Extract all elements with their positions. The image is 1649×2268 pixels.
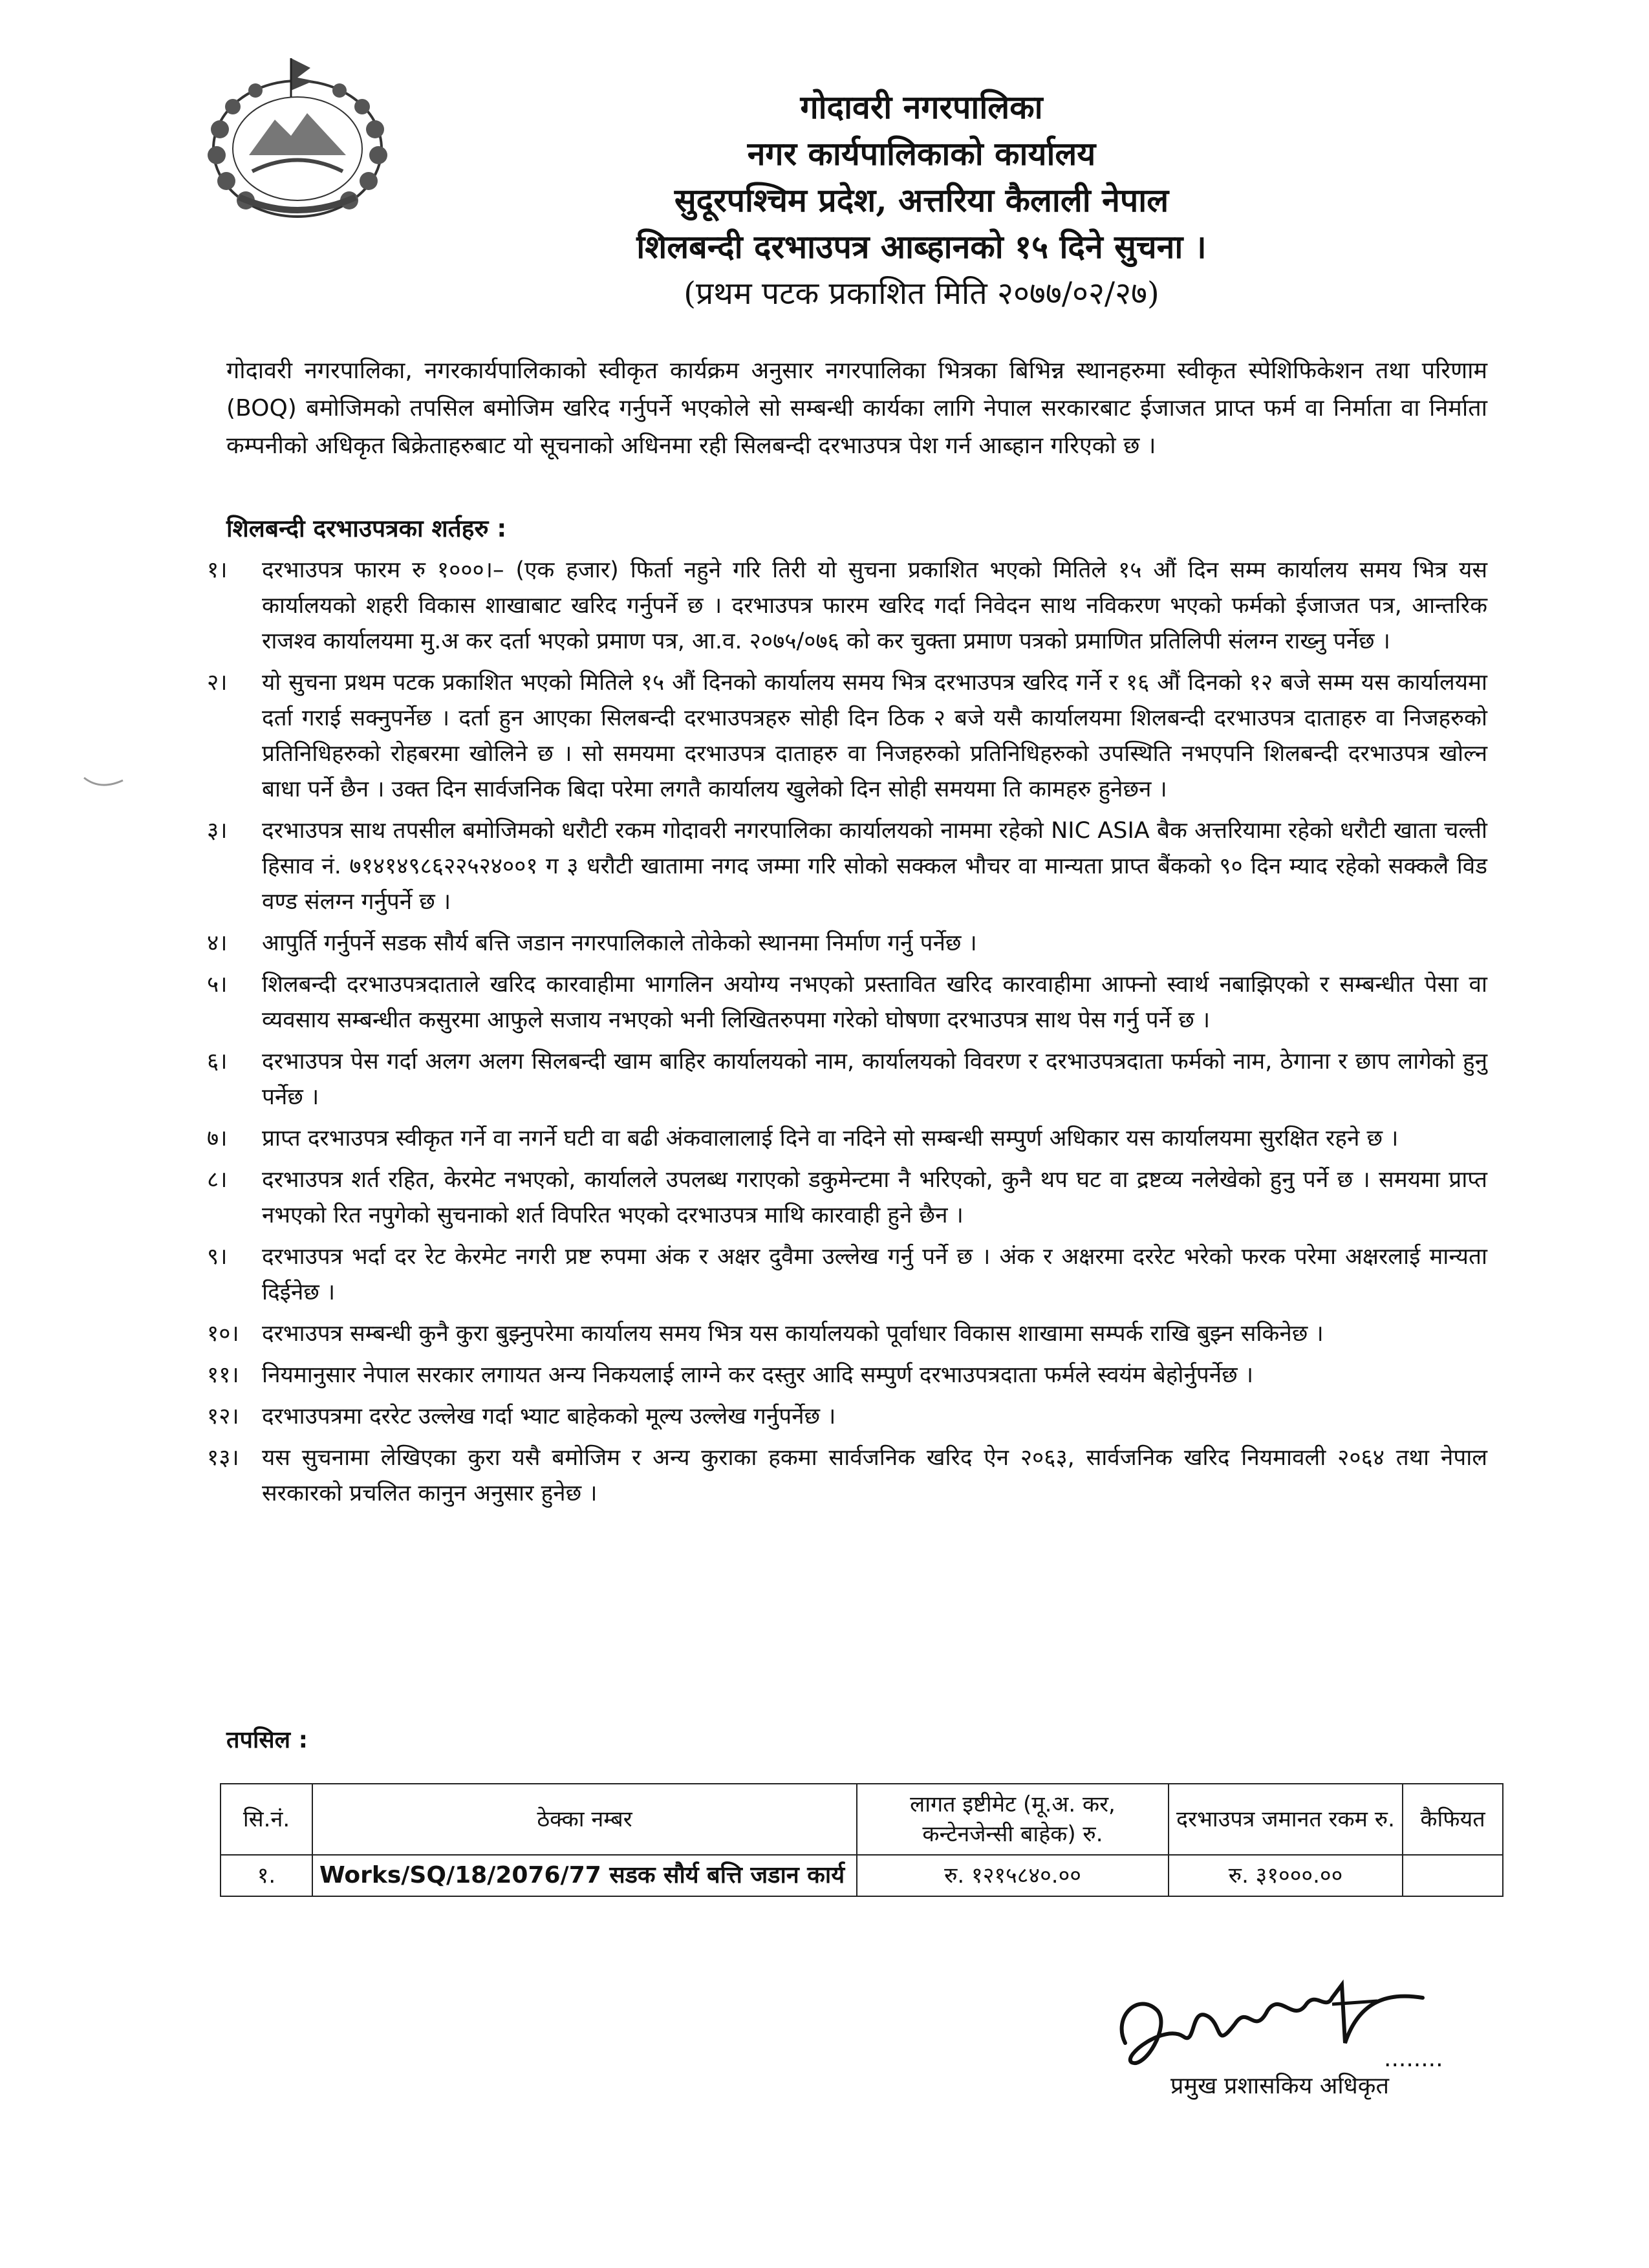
table-row: [221, 1855, 1503, 1896]
published-date: (प्रथम पटक प्रकाशित मिति २०७७/०२/२७): [684, 275, 1159, 312]
condition-item: [207, 1358, 1487, 1393]
condition-item: [207, 967, 1487, 1038]
condition-text: नियमानुसार नेपाल सरकार लगायत अन्य निकयलाई लाग्ने कर दस्तुर आदि सम्पुर्ण दरभाउपत्रदाता फर्मले स्वयंम बेहोर्नुपर्नेछ ।: [262, 1362, 1254, 1388]
municipality-name: गोदावरी नगरपालिका: [800, 88, 1043, 126]
condition-item: [207, 1044, 1487, 1115]
column-header: लागत इष्टीमेट (मू.अ. कर, कन्टेनजेन्सी बाहेक) रु.: [857, 1784, 1169, 1855]
condition-item: [207, 665, 1487, 808]
condition-item: [207, 1316, 1487, 1352]
schedule-label: तपसिल :: [226, 1727, 308, 1753]
scan-mark-icon: [81, 773, 126, 792]
notice-header: [401, 84, 1442, 317]
condition-text: प्राप्त दरभाउपत्र स्वीकृत गर्ने वा नगर्ने घटी वा बढी अंकवालालाई दिने वा नदिने सो सम्बन्धी सम्पुर्ण अधिकार यस कार्यालयमा सुरक्षित रहने छ ।: [262, 1126, 1399, 1151]
condition-item: [207, 1440, 1487, 1512]
condition-number: ३।: [207, 818, 228, 844]
serial-cell: १.: [221, 1855, 312, 1896]
condition-text: दरभाउपत्रमा दररेट उल्लेख गर्दा भ्याट बाहेकको मूल्य उल्लेख गर्नुपर्नेछ ।: [262, 1404, 836, 1429]
condition-number: ४।: [207, 930, 228, 956]
notice-title: शिलबन्दी दरभाउपत्र आब्हानको १५ दिने सुचना ।: [636, 228, 1207, 266]
condition-item: [207, 813, 1487, 920]
column-header: कैफियत: [1403, 1784, 1503, 1855]
condition-number: ६।: [207, 1049, 228, 1075]
condition-number: ७।: [207, 1126, 228, 1151]
condition-item: [207, 1399, 1487, 1435]
condition-number: ५।: [207, 972, 228, 998]
condition-number: १३।: [207, 1445, 239, 1471]
condition-text: दरभाउपत्र फारम रु १०००।– (एक हजार) फिर्ता नहुने गरि तिरी यो सुचना प्रकाशित भएको मितिले १५ औं दिन सम्म कार्यालय समय भित्र यस कार्यालयको शहरी विकास शाखाबाट खरिद गर्नुपर्ने छ । दरभाउपत्र फारम खरिद गर्दा निवेदन साथ नविकरण भएको फर्मको ईजाजत पत्र, आन्तरिक राजश्व कार्यालयमा मु.अ कर दर्ता भएको प्रमाण पत्र, आ.व. २०७५/०७६ को कर चुक्ता प्रमाण पत्रको प्रमाणित प्रतिलिपी संलग्न राख्नु पर्नेछ ।: [262, 557, 1487, 654]
conditions-list: [207, 553, 1487, 1517]
condition-number: ९।: [207, 1244, 228, 1270]
condition-text: दरभाउपत्र साथ तपसील बमोजिमको धरौटी रकम गोदावरी नगरपालिका कार्यालयको नाममा रहेको NIC ASIA बैक अत्तरियामा रहेको धरौटी खाता चल्ती हिसाव नं. ७१४१४९८६२२५२४००१ ग ३ धरौटी खातामा नगद जम्मा गरि सोको सक्कल भौचर वा मान्यता प्राप्त बैंकको ९० दिन म्याद रहेको सक्कलै विड वण्ड संलग्न गर्नुपर्ने छ ।: [262, 818, 1487, 915]
column-header: ठेक्का नम्बर: [312, 1784, 857, 1855]
condition-text: आपुर्ति गर्नुपर्ने सडक सौर्य बत्ति जडान नगरपालिकाले तोकेको स्थानमा निर्माण गर्नु पर्नेछ ।: [262, 930, 977, 956]
office-location: सुदूरपश्चिम प्रदेश, अत्तरिया कैलाली नेपाल: [674, 181, 1169, 219]
security-cell: रु. ३१०००.००: [1169, 1855, 1403, 1896]
boq-table: [220, 1783, 1503, 1897]
condition-text: शिलबन्दी दरभाउपत्रदाताले खरिद कारवाहीमा भागलिन अयोग्य नभएको प्रस्तावित खरिद कारवाहीमा आफ्नो स्वार्थ नबाझिएको र सम्बन्धीत पेसा वा व्यवसाय सम्बन्धीत कसुरमा आफुले सजाय नभएको भनी लिखितरुपमा गरेको घोषणा दरभाउपत्र साथ पेस गर्नु पर्ने छ ।: [262, 972, 1487, 1033]
remarks-cell: [1403, 1855, 1503, 1896]
contract-cell: Works/SQ/18/2076/77 सडक सौर्य बत्ति जडान कार्य: [312, 1855, 857, 1896]
condition-number: ११।: [207, 1362, 239, 1388]
condition-number: १२।: [207, 1404, 239, 1429]
condition-item: [207, 1121, 1487, 1157]
condition-text: दरभाउपत्र सम्बन्धी कुनै कुरा बुझ्नुपरेमा कार्यालय समय भित्र यस कार्यालयको पूर्वाधार विकास शाखामा सम्पर्क राखि बुझ्न सकिनेछ ।: [262, 1321, 1324, 1347]
condition-item: [207, 553, 1487, 659]
nepal-emblem-icon: [194, 52, 401, 226]
condition-number: २।: [207, 670, 228, 696]
signatory-title: प्रमुख प्रशासकिय अधिकृत: [1170, 2073, 1389, 2099]
table-header-row: [221, 1784, 1503, 1855]
condition-number: १।: [207, 557, 228, 583]
estimate-cell: रु. १२१५८४०.००: [857, 1855, 1169, 1896]
condition-text: यो सुचना प्रथम पटक प्रकाशित भएको मितिले १५ औं दिनको कार्यालय समय भित्र दरभाउपत्र खरिद गर्ने र १६ औं दिनको १२ बजे सम्म यस कार्यालयमा दर्ता गराई सक्नुपर्नेछ । दर्ता हुन आएका सिलबन्दी दरभाउपत्रहरु सोही दिन ठिक २ बजे यसै कार्यालयमा शिलबन्दी दरभाउपत्र दाताहरु वा निजहरुको प्रतिनिधिहरुको रोहबरमा खोलिने छ । सो समयमा दरभाउपत्र दाताहरु वा निजहरुको प्रतिनिधिहरुको उपस्थिति नभएपनि शिलबन्दी दरभाउपत्र खोल्न बाधा पर्ने छैन । उक्त दिन सार्वजनिक बिदा परेमा लगतै कार्यालय खुलेको दिन सोही समयमा ति कामहरु हुनेछन ।: [262, 670, 1487, 802]
signature-dots: ........: [1384, 2046, 1443, 2072]
condition-text: यस सुचनामा लेखिएका कुरा यसै बमोजिम र अन्य कुराका हकमा सार्वजनिक खरिद ऐन २०६३, सार्वजनिक खरिद नियमावली २०६४ तथा नेपाल सरकारको प्रचलित कानुन अनुसार हुनेछ ।: [262, 1445, 1488, 1506]
condition-text: दरभाउपत्र शर्त रहित, केरमेट नभएको, कार्यालले उपलब्ध गराएको डकुमेन्टमा नै भरिएको, कुनै थप घट वा द्रष्टव्य नलेखेको हुनु पर्ने छ । समयमा प्राप्त नभएको रित नपुगेको सुचनाको शर्त विपरित भएको दरभाउपत्र माथि कारवाही हुने छैन ।: [262, 1167, 1487, 1228]
condition-item: [207, 926, 1487, 961]
signatory-block: [1170, 2046, 1443, 2101]
condition-item: [207, 1239, 1487, 1311]
conditions-title: शिलबन्दी दरभाउपत्रका शर्तहरु :: [226, 515, 507, 542]
column-header: सि.नं.: [221, 1784, 312, 1855]
condition-text: दरभाउपत्र भर्दा दर रेट केरमेट नगरी प्रष्ट रुपमा अंक र अक्षर दुवैमा उल्लेख गर्नु पर्ने छ । अंक र अक्षरमा दररेट भरेको फरक परेमा अक्षरलाई मान्यता दिईनेछ ।: [262, 1244, 1487, 1305]
condition-number: १०।: [207, 1321, 239, 1347]
column-header: दरभाउपत्र जमानत रकम रु.: [1169, 1784, 1403, 1855]
condition-item: [207, 1162, 1487, 1234]
office-name: नगर कार्यपालिकाको कार्यालय: [747, 134, 1096, 173]
condition-text: दरभाउपत्र पेस गर्दा अलग अलग सिलबन्दी खाम बाहिर कार्यालयको नाम, कार्यालयको विवरण र दरभाउपत्रदाता फर्मको नाम, ठेगाना र छाप लागेको हुनु पर्नेछ ।: [262, 1049, 1487, 1110]
intro-paragraph: गोदावरी नगरपालिका, नगरकार्यपालिकाको स्वीकृत कार्यक्रम अनुसार नगरपालिका भित्रका बिभिन्न स्थानहरुमा स्वीकृत स्पेशिफिकेशन तथा परिणाम (BOQ) बमोजिमको तपसिल बमोजिम खरिद गर्नुपर्ने भएकोले सो सम्बन्धी कार्यका लागि नेपाल सरकारबाट ईजाजत प्राप्त फर्म वा निर्माता वा निर्माता कम्पनीको अधिकृत बिक्रेताहरुबाट यो सूचनाको अधिनमा रही सिलबन्दी दरभाउपत्र पेश गर्न आब्हान गरिएको छ ।: [226, 358, 1487, 459]
condition-number: ८।: [207, 1167, 228, 1193]
